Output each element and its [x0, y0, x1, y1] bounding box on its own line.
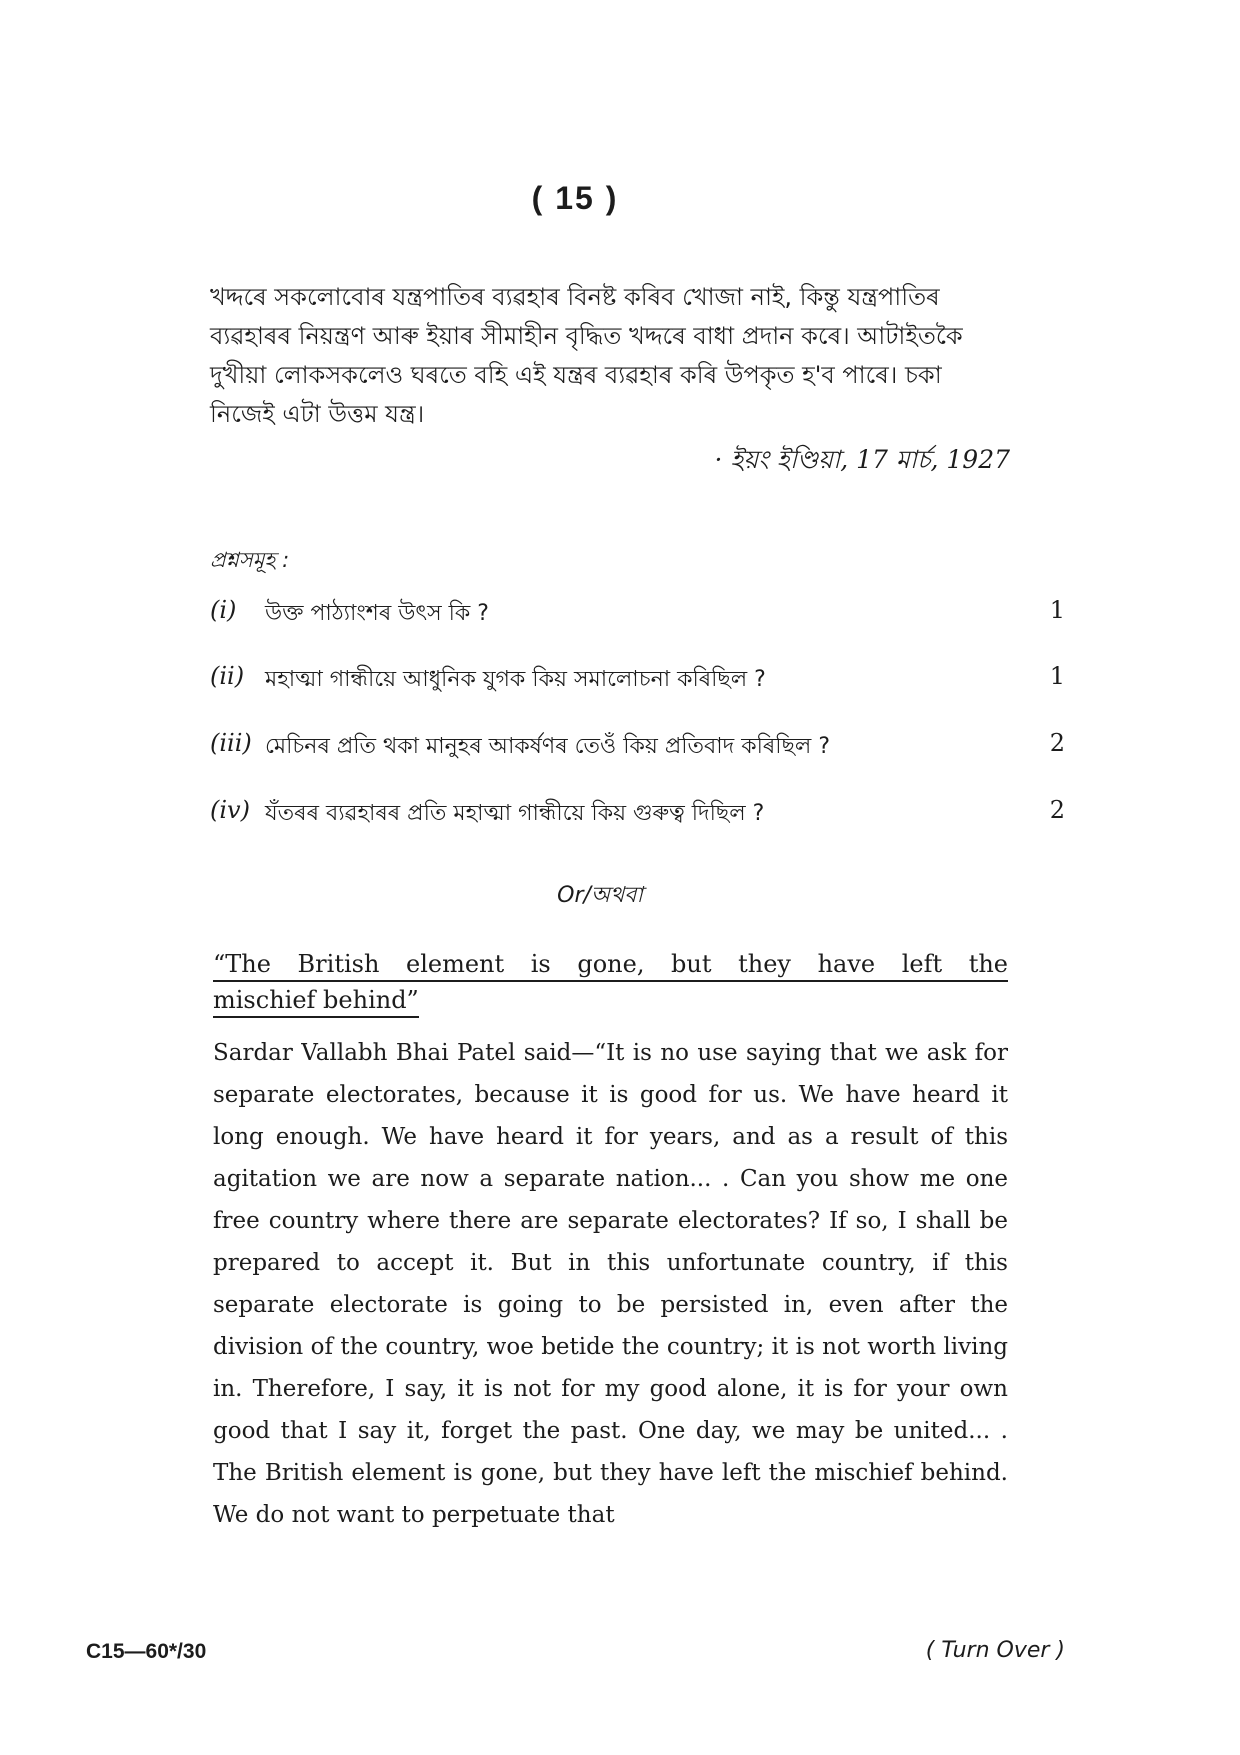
question-number: (i)	[210, 596, 237, 624]
question-item	[210, 729, 1065, 769]
page-number: ( 15 )	[531, 180, 619, 216]
question-number: (iii)	[210, 729, 252, 757]
english-passage: Sardar Vallabh Bhai Patel said—“It is no use saying that we ask for separate electorates, because it is good for us. We have heard it long enough. We have heard it for years, and as a result of this agitation we are now a separate nation... . Can you show me one free country where there are separate electorates? If so, I shall be prepared to accept it. But in this unfortunate country, if this separate electorate is going to be persisted in, even after the division of the country, woe betide the country; it is not worth living in. Therefore, I say, it is not for my good alone, it is for your own good that I say it, forget the past. One day, we may be united... . The British element is gone, but they have left the mischief behind. We do not want to perpetuate that	[213, 1040, 1008, 1528]
title-line-1	[213, 946, 1008, 982]
question-item	[210, 796, 1065, 836]
question-number: (ii)	[210, 662, 245, 690]
question-marks: 1	[1049, 596, 1065, 624]
question-marks: 1	[1049, 662, 1065, 690]
passage-citation: · ইয়ং ইণ্ডিয়া, 17 মাৰ্চ, 1927	[714, 445, 1010, 474]
footer-turn-over: ( Turn Over )	[925, 1638, 1065, 1663]
title-line-1-text: “The British element is gone, but they have left the	[213, 949, 1008, 982]
question-item	[210, 662, 1065, 702]
or-divider: Or/অথবা	[557, 883, 643, 908]
section-title	[213, 946, 1008, 1018]
question-text: যঁতৰৰ ব্যৱহাৰৰ প্ৰতি মহাত্মা গান্ধীয়ে কিয় গুৰুত্ব দিছিল ?	[265, 801, 765, 826]
question-number: (iv)	[210, 796, 250, 824]
passage-line: দুখীয়া লোকসকলেও ঘৰতে বহি এই যন্ত্ৰৰ ব্যৱহাৰ কৰি উপকৃত হ'ব পাৰে। চকা	[210, 361, 942, 389]
question-text: মহাত্মা গান্ধীয়ে আধুনিক যুগক কিয় সমালোচনা কৰিছিল ?	[265, 667, 766, 692]
title-line-2	[213, 982, 1008, 1018]
question-item	[210, 596, 1065, 636]
passage-line: খদ্দৰে সকলোবোৰ যন্ত্ৰপাতিৰ ব্যৱহাৰ বিনষ্ট কৰিব খোজা নাই, কিন্তু যন্ত্ৰপাতিৰ	[210, 283, 940, 311]
questions-heading: প্ৰশ্নসমূহ :	[210, 548, 290, 572]
passage-line: নিজেই এটা উত্তম যন্ত্ৰ।	[210, 400, 425, 428]
assamese-passage	[210, 278, 1010, 434]
passage-line: ব্যৱহাৰৰ নিয়ন্ত্ৰণ আৰু ইয়াৰ সীমাহীন বৃদ্ধিত খদ্দৰে বাধা প্ৰদান কৰে। আটাইতকৈ	[210, 322, 963, 350]
footer-paper-code: C15—60*/30	[86, 1640, 207, 1663]
question-text: উক্ত পাঠ্যাংশৰ উৎস কি ?	[265, 601, 489, 626]
question-marks: 2	[1049, 729, 1065, 757]
question-text: মেচিনৰ প্ৰতি থকা মানুহৰ আকৰ্ষণৰ তেওঁ কিয় প্ৰতিবাদ কৰিছিল ?	[265, 734, 830, 759]
question-marks: 2	[1049, 796, 1065, 824]
title-line-2-text: mischief behind”	[213, 985, 419, 1018]
